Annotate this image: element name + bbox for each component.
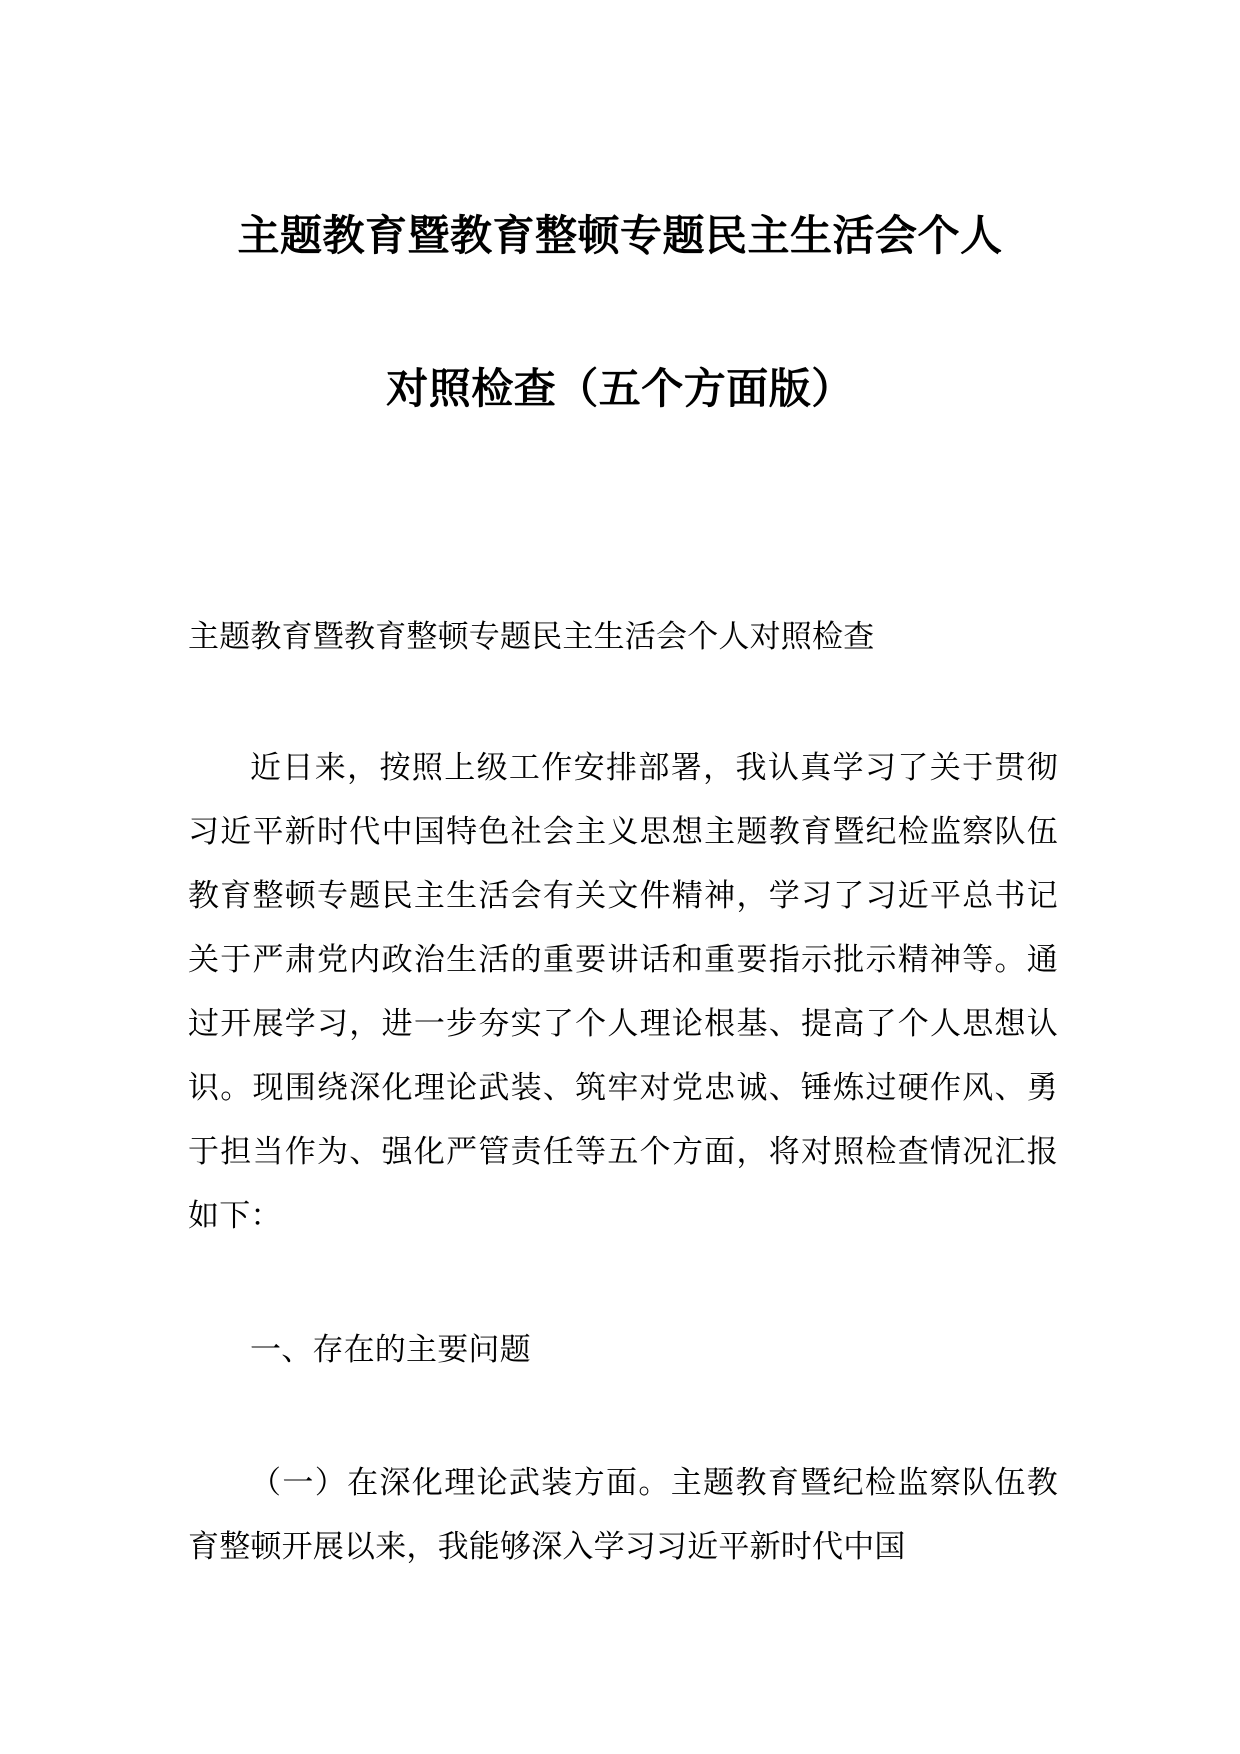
document-subtitle: 主题教育暨教育整顿专题民主生活会个人对照检查	[188, 619, 875, 655]
intro-paragraph: 近日来，按照上级工作安排部署，我认真学习了关于贯彻习近平新时代中国特色社会主义思想主题教育暨纪检监察队伍教育整顿专题民主生活会有关文件精神，学习了习近平总书记关于严肃党内政治生活的重要讲话和重要指示批示精神等。通过开展学习，进一步夯实了个人理论根基、提高了个人思想认识。现围绕深化理论武装、筑牢对党忠诚、锤炼过硬作风、勇于担当作为、强化严管责任等五个方面，将对照检查情况汇报如下：	[188, 750, 1058, 1234]
subsection-paragraph: （一）在深化理论武装方面。主题教育暨纪检监察队伍教育整顿开展以来，我能够深入学习习近平新时代中国	[188, 1465, 1058, 1565]
section-heading: 一、存在的主要问题	[250, 1332, 531, 1368]
document-title-line-2: 对照检查（五个方面版）	[386, 364, 854, 413]
document-title-line-1: 主题教育暨教育整顿专题民主生活会个人	[237, 211, 1003, 260]
